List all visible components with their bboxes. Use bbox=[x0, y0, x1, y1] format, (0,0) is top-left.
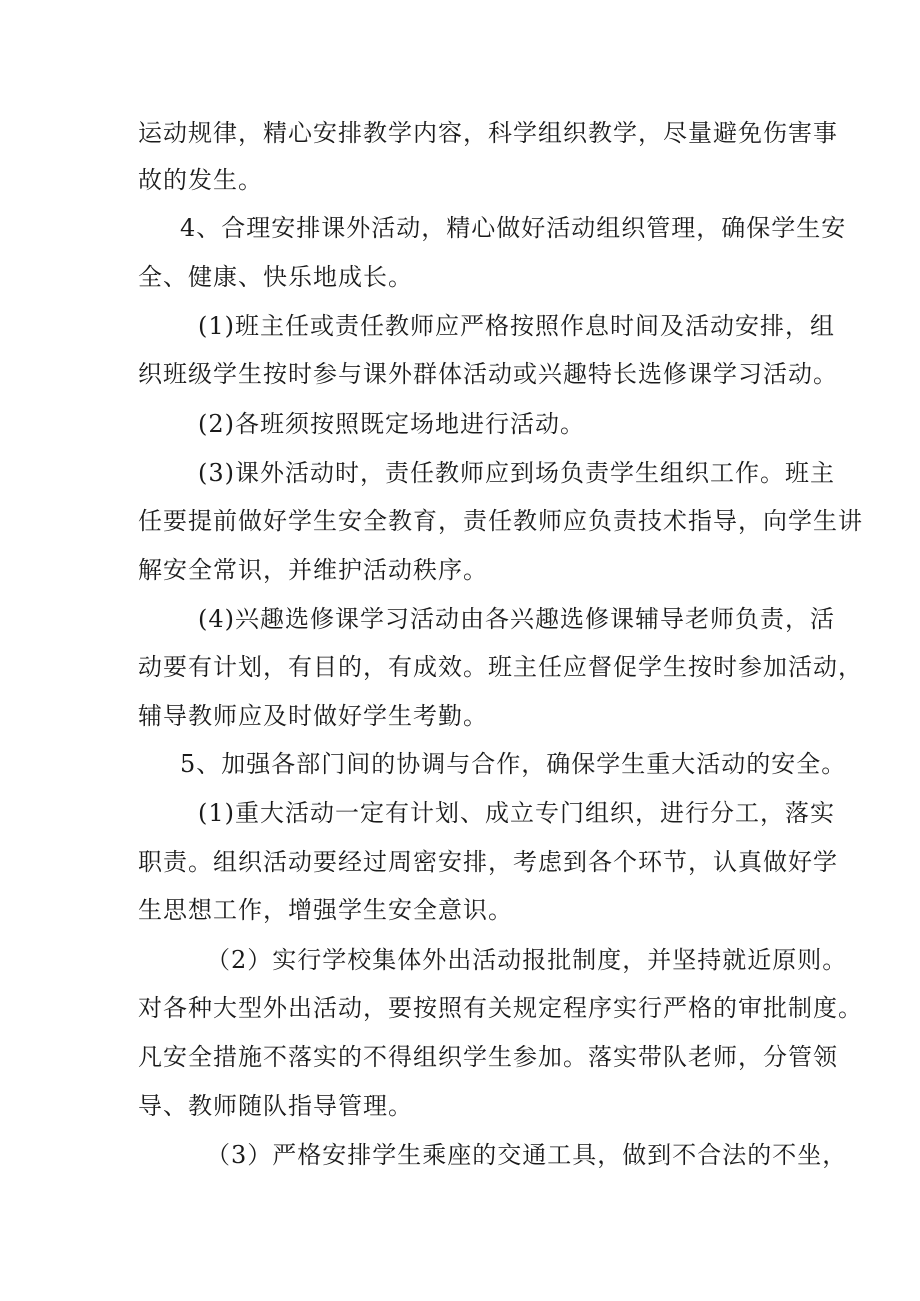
item-4-3: (3)课外活动时，责任教师应到场负责学生组织工作。班主 bbox=[198, 459, 835, 487]
item-5-3: （3）严格安排学生乘座的交通工具，做到不合法的不坐， bbox=[206, 1141, 848, 1169]
text-line: 织班级学生按时参与课外群体活动或兴趣特长选修课学习活动。 bbox=[138, 360, 838, 388]
text-line: 故的发生。 bbox=[138, 166, 263, 194]
text-line: 任要提前做好学生安全教育，责任教师应负责技术指导，向学生讲 bbox=[138, 507, 863, 535]
text-line: 生思想工作，增强学生安全意识。 bbox=[138, 896, 513, 924]
item-4-2: (2)各班须按照既定场地进行活动。 bbox=[198, 410, 585, 438]
text-line: 辅导教师应及时做好学生考勤。 bbox=[138, 702, 488, 730]
text-line: 凡安全措施不落实的不得组织学生参加。落实带队老师，分管领 bbox=[138, 1043, 838, 1071]
text-line: 导、教师随队指导管理。 bbox=[138, 1092, 413, 1120]
text-line: 运动规律，精心安排教学内容，科学组织教学，尽量避免伤害事 bbox=[138, 119, 838, 147]
item-4-1: (1)班主任或责任教师应严格按照作息时间及活动安排，组 bbox=[198, 312, 835, 340]
item-4-4: (4)兴趣选修课学习活动由各兴趣选修课辅导老师负责，活 bbox=[198, 605, 835, 633]
text-line: 解安全常识，并维护活动秩序。 bbox=[138, 556, 488, 584]
text-line: 动要有计划，有目的，有成效。班主任应督促学生按时参加活动， bbox=[138, 653, 863, 681]
item-5-2: （2）实行学校集体外出活动报批制度，并坚持就近原则。 bbox=[206, 946, 848, 974]
section-5-heading: 5、加强各部门间的协调与合作，确保学生重大活动的安全。 bbox=[180, 750, 847, 778]
item-5-1: (1)重大活动一定有计划、成立专门组织，进行分工，落实 bbox=[198, 799, 835, 827]
text-line: 全、健康、快乐地成长。 bbox=[138, 263, 413, 291]
section-4-heading: 4、合理安排课外活动，精心做好活动组织管理，确保学生安 bbox=[180, 214, 847, 242]
text-line: 职责。组织活动要经过周密安排，考虑到各个环节，认真做好学 bbox=[138, 848, 838, 876]
text-line: 对各种大型外出活动，要按照有关规定程序实行严格的审批制度。 bbox=[138, 994, 863, 1022]
